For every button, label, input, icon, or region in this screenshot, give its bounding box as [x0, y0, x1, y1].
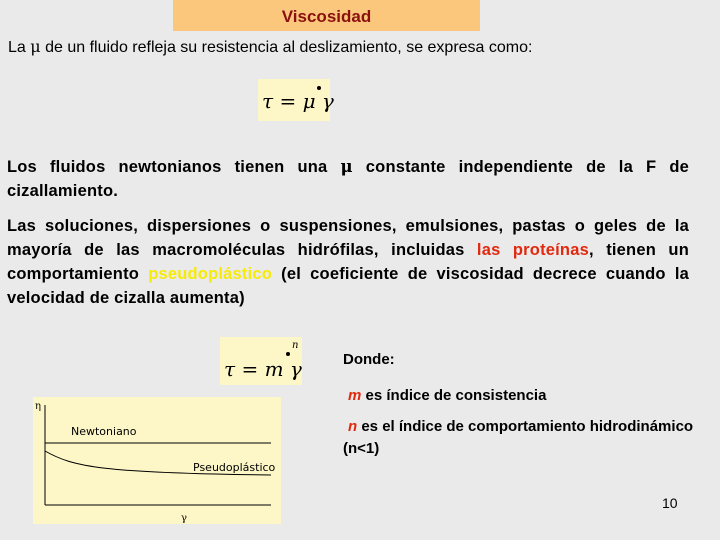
pseudoplastic-label: Pseudoplástico: [193, 461, 276, 474]
mu-symbol: μ: [30, 37, 41, 56]
eq1-mu: μ: [302, 89, 316, 113]
paragraph-newtonian: Los fluidos newtonianos tienen una μ constante independiente de la F de cizallamiento.: [7, 157, 689, 200]
eq2-gamma-dot: [286, 352, 290, 356]
paragraph-pseudoplastic: Las soluciones, dispersiones o suspensiones, emulsiones, pastas o geles de la mayoría de las macromoléculas hidrófilas, incluidas las proteínas, tienen un comportamiento pseudoplástico (el coeficiente de viscosidad decrece cuando la velocidad de cizalla aumenta): [7, 217, 689, 307]
eq2-tau: τ: [224, 357, 236, 381]
x-axis-label: γ: [181, 513, 187, 524]
eq1-gamma-dot: [317, 86, 321, 90]
eq2-gamma: γ: [289, 357, 302, 381]
intro-text: La μ de un fluido refleja su resistencia al deslizamiento, se expresa como:: [8, 37, 533, 56]
power-law-equation: [220, 337, 302, 385]
highlight-proteinas: las proteínas: [476, 241, 589, 259]
newtonian-equation: [258, 79, 334, 121]
donde-label: Donde:: [343, 351, 395, 368]
definition-n: n es el índice de comportamiento hidrodinámico (n<1): [343, 418, 694, 457]
viscosity-graph: [33, 397, 281, 524]
slide-title: Viscosidad: [173, 0, 480, 31]
eq1-equals: =: [279, 89, 297, 113]
eq2-m: m: [264, 357, 284, 381]
eq2-exponent: n: [292, 340, 299, 351]
mu-symbol: μ: [340, 157, 353, 176]
definition-m: m es índice de consistencia: [348, 387, 547, 404]
eq1-gamma: γ: [321, 89, 334, 113]
var-n: n: [348, 418, 358, 435]
eq2-equals: =: [241, 357, 259, 381]
var-m: m: [348, 387, 362, 404]
y-axis-label: η: [35, 401, 41, 412]
newtonian-label: Newtoniano: [71, 425, 137, 438]
page-number: 10: [662, 495, 678, 511]
viscosity-graph-svg: [33, 397, 281, 524]
eq1-tau: τ: [262, 89, 274, 113]
highlight-pseudoplastico: pseudoplástico: [148, 265, 273, 283]
